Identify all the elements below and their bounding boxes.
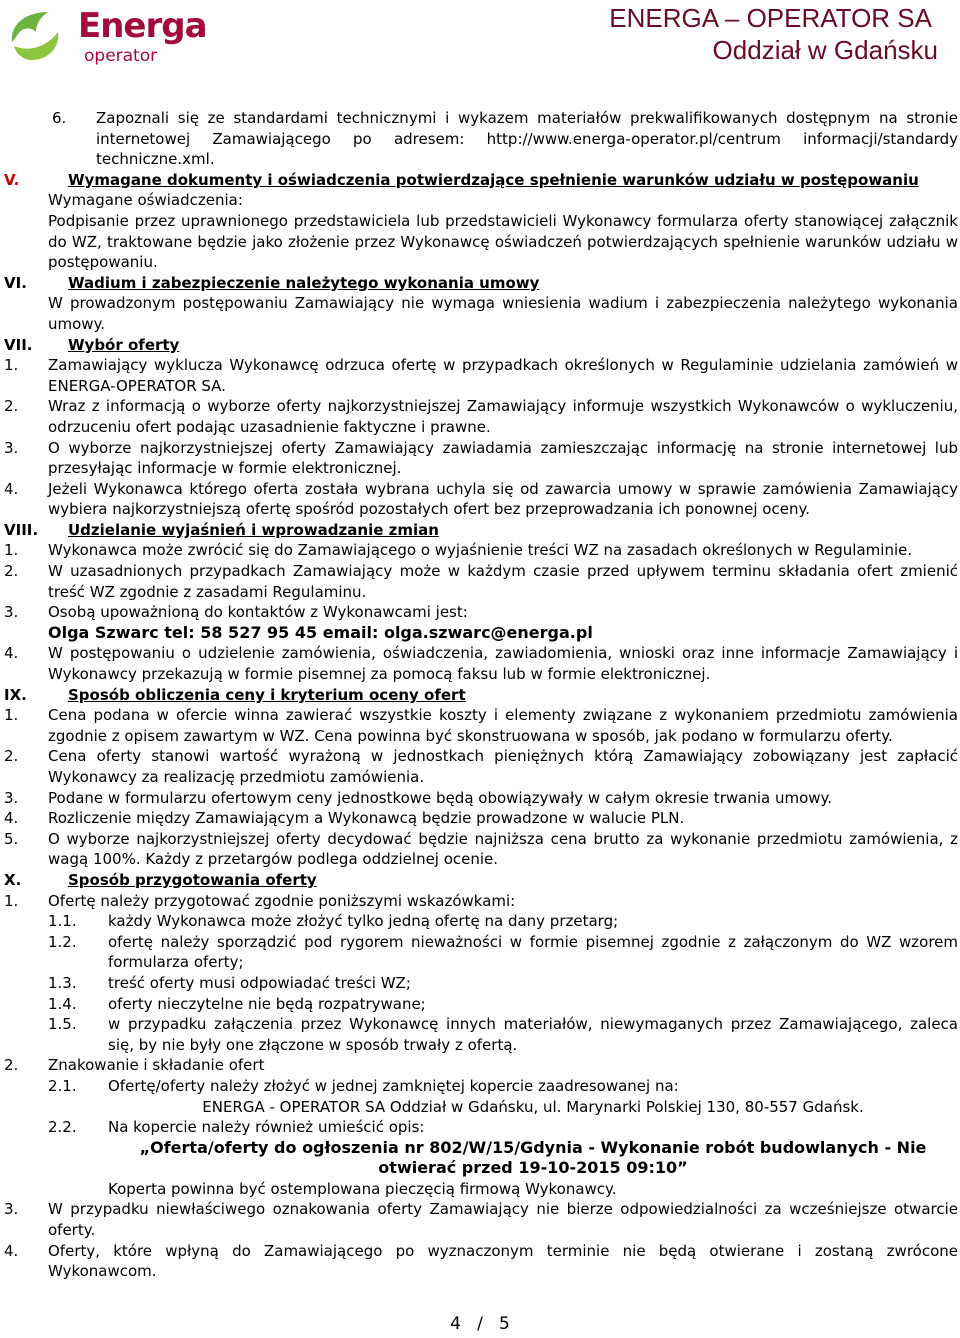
item-text: W przypadku niewłaściwego oznakowania oferty Zamawiający nie bierze odpowiedzialności za wcześniejsze otwarcie oferty.	[48, 1200, 958, 1240]
item-number: 1.	[4, 706, 19, 725]
item-text: O wyborze najkorzystniejszej oferty decydować będzie najniższa cena brutto za wykonanie przedmiotu zamówienia, z wagą 100%. Każdy z przetargów podlega oddzielnej ocenie.	[48, 829, 958, 869]
sub-list-item	[0, 911, 960, 932]
item-number: 4.	[4, 644, 19, 663]
item-number: 4.	[4, 479, 19, 498]
sub-list-item	[0, 994, 960, 1015]
section-number: V.	[4, 170, 20, 189]
list-item	[0, 438, 960, 479]
item-text: Osobą upoważnioną do kontaktów z Wykonawcami jest:	[48, 603, 468, 622]
section-title: Sposób przygotowania oferty	[68, 870, 317, 889]
list-item	[0, 1055, 960, 1076]
section-title: Wadium i zabezpieczenie należytego wykonania umowy	[68, 273, 540, 292]
list-item	[0, 355, 960, 396]
contact-line	[0, 623, 960, 644]
document-body	[0, 108, 960, 1282]
item-text: Wykonawca może zwrócić się do Zamawiającego o wyjaśnienie treści WZ na zasadach określonych w Regulaminie.	[48, 541, 913, 560]
energa-logo	[6, 6, 216, 66]
section-heading-vi	[0, 273, 960, 294]
company-name	[609, 2, 938, 66]
list-item	[0, 891, 960, 912]
section-number: VIII.	[4, 520, 39, 539]
section-title: Wymagane dokumenty i oświadczenia potwierdzające spełnienie warunków udziału w postępowaniu	[68, 170, 919, 189]
sub-list-item	[0, 932, 960, 973]
item-text: Ofertę należy przygotować zgodnie poniższymi wskazówkami:	[48, 891, 516, 910]
list-item	[0, 1199, 960, 1240]
item-text: W uzasadnionych przypadkach Zamawiający może w każdym czasie przed upływem terminu składania ofert zmienić treść WZ zgodnie z zasadami Regulaminu.	[48, 562, 958, 601]
item-text: ofertę należy sporządzić pod rygorem nieważności w formie pisemnej zgodnie z załączonym do WZ wzorem formularza oferty;	[108, 932, 958, 972]
item-text: Na kopercie należy również umieścić opis:	[108, 1118, 425, 1137]
item-number: 3.	[4, 1200, 19, 1219]
list-item	[0, 561, 960, 602]
sub-list-item	[0, 1076, 960, 1097]
section-title: Udzielanie wyjaśnień i wprowadzanie zmian	[68, 520, 439, 539]
item-text: Znakowanie i składanie ofert	[48, 1056, 265, 1075]
company-line-2: Oddział w Gdańsku	[712, 35, 938, 65]
envelope-label	[0, 1138, 960, 1159]
list-item	[0, 808, 960, 829]
section-heading-v	[0, 170, 960, 191]
company-line-1: ENERGA – OPERATOR SA	[609, 3, 932, 33]
list-item	[0, 829, 960, 870]
item-text: Rozliczenie między Zamawiającym a Wykonawcą będzie prowadzone w walucie PLN.	[48, 809, 685, 828]
item-text: Zapoznali się ze standardami technicznymi i wykazem materiałów prekwalifikowanych dostępnym na stronie internetowej Zamawiającego po adresem: http://www.energa-operator.pl/centrum informacji/standardy techniczne.xml.	[96, 109, 958, 169]
envelope-label	[0, 1158, 960, 1179]
section-heading-ix	[0, 685, 960, 706]
item-number: 4.	[4, 809, 19, 828]
paragraph-text: W prowadzonym postępowaniu Zamawiający nie wymaga wniesienia wadium i zabezpieczenia należytego wykonania umowy.	[48, 294, 958, 333]
item-number: 3.	[4, 603, 19, 622]
list-item	[0, 705, 960, 746]
sub-list-item	[0, 973, 960, 994]
item-number: 1.5.	[48, 1015, 77, 1034]
item-number: 4.	[4, 1241, 19, 1260]
delivery-address: ENERGA - OPERATOR SA Oddział w Gdańsku, ul. Marynarki Polskiej 130, 80-557 Gdańsk.	[202, 1097, 864, 1116]
section-number: VII.	[4, 335, 33, 354]
sub-list-item	[0, 1117, 960, 1138]
item-number: 3.	[4, 788, 19, 807]
item-number: 1.3.	[48, 973, 77, 992]
section-number: VI.	[4, 273, 27, 292]
item-text: Cena podana w ofercie winna zawierać wszystkie koszty i elementy związane z wykonaniem przedmiotu zamówienia zgodnie z opisem zawartym w WZ. Cena powinna być skonstruowana w sposób, jak podano w formularzu oferty.	[48, 706, 958, 745]
item-text: O wyborze najkorzystniejszej oferty Zamawiający zawiadamia zamieszczając informację na stronie internetowej lub przesyłając informacje w formie elektronicznej.	[48, 438, 958, 478]
paragraph	[0, 1179, 960, 1200]
item-number: 2.	[4, 562, 19, 581]
list-item	[0, 108, 960, 170]
item-text: treść oferty musi odpowiadać treści WZ;	[108, 973, 411, 992]
section-title: Sposób obliczenia ceny i kryterium oceny ofert	[68, 685, 466, 704]
item-number: 1.2.	[48, 932, 77, 951]
list-item	[0, 788, 960, 809]
item-text: Wraz z informacją o wyborze oferty najkorzystniejszej Zamawiający informuje wszystkich Wykonawców o wykluczeniu, odrzuceniu ofert podając uzasadnienie faktyczne i prawne.	[48, 397, 958, 436]
sub-list-item	[0, 1014, 960, 1055]
section-heading-viii	[0, 520, 960, 541]
logo-subtitle: operator	[84, 46, 158, 66]
item-text: oferty nieczytelne nie będą rozpatrywane;	[108, 994, 426, 1013]
list-item	[0, 746, 960, 787]
item-text: każdy Wykonawca może złożyć tylko jedną ofertę na dany przetarg;	[108, 912, 619, 931]
list-item	[0, 643, 960, 684]
list-item	[0, 602, 960, 623]
item-number: 1.	[4, 541, 19, 560]
item-text: Ofertę/oferty należy złożyć w jednej zamkniętej kopercie zaadresowanej na:	[108, 1076, 679, 1095]
list-item	[0, 540, 960, 561]
paragraph	[0, 293, 960, 334]
section-heading-vii	[0, 335, 960, 356]
section-number: IX.	[4, 685, 27, 704]
item-text: Oferty, które wpłyną do Zamawiającego po wyznaczonym terminie nie będą otwierane i zostaną zwrócone Wykonawcom.	[48, 1241, 958, 1281]
item-number: 2.	[4, 397, 19, 416]
page-header	[0, 0, 960, 72]
section-number: X.	[4, 870, 22, 889]
leaf-logo-icon	[6, 8, 72, 64]
list-item	[0, 479, 960, 520]
list-item	[0, 396, 960, 437]
paragraph	[0, 190, 960, 211]
item-number: 1.	[4, 356, 19, 375]
item-text: Cena oferty stanowi wartość wyrażoną w jednostkach pieniężnych którą Zamawiający zobowiązany jest zapłacić Wykonawcy za realizację przedmiotu zamówienia.	[48, 747, 958, 786]
item-text: Zamawiający wyklucza Wykonawcę odrzuca ofertę w przypadkach określonych w Regulaminie udzielania zamówień w ENERGA-OPERATOR SA.	[48, 356, 958, 395]
section-heading-x	[0, 870, 960, 891]
paragraph-text: Wymagane oświadczenia:	[48, 191, 243, 210]
item-text: Jeżeli Wykonawca którego oferta została wybrana uchyla się od zawarcia umowy w sprawie zamówienia Zamawiający wybiera najkorzystniejszą ofertę spośród pozostałych ofert bez przeprowadzania ich ponownej oceny.	[48, 479, 958, 519]
item-number: 2.	[4, 1056, 19, 1075]
envelope-label-line-2: otwierać przed 19-10-2015 09:10”	[378, 1158, 688, 1178]
item-text: Podane w formularzu ofertowym ceny jednostkowe będą obowiązywały w całym okresie trwania umowy.	[48, 788, 833, 807]
item-text: w przypadku załączenia przez Wykonawcę innych materiałów, niewymaganych przez Zamawiającego, zaleca się, by nie były one złączone w sposób trwały z ofertą.	[108, 1015, 958, 1054]
item-number: 3.	[4, 438, 19, 457]
address-line	[0, 1097, 960, 1118]
stamp-note: Koperta powinna być ostemplowana pieczęcią firmową Wykonawcy.	[108, 1179, 617, 1198]
item-number: 1.	[4, 891, 19, 910]
item-number: 2.	[4, 747, 19, 766]
item-number: 6.	[52, 109, 67, 127]
item-number: 2.1.	[48, 1076, 77, 1095]
item-number: 1.1.	[48, 912, 77, 931]
contact-person: Olga Szwarc tel: 58 527 95 45 email: olga.szwarc@energa.pl	[48, 622, 593, 642]
page-number	[0, 1314, 960, 1334]
list-item	[0, 1241, 960, 1282]
paragraph-text: Podpisanie przez uprawnionego przedstawiciela lub przedstawicieli Wykonawcy formularza oferty stanowiącej załącznik do WZ, traktowane będzie jako złożenie przez Wykonawcę oświadczeń potwierdzających spełnienie warunków udziału w postępowaniu.	[48, 211, 958, 272]
item-number: 2.2.	[48, 1118, 77, 1137]
item-number: 1.4.	[48, 994, 77, 1013]
item-text: W postępowaniu o udzielenie zamówienia, oświadczenia, zawiadomienia, wnioski oraz inne informacje Zamawiający i Wykonawcy przekazują w formie pisemnej za pomocą faksu lub w formie elektronicznej.	[48, 644, 958, 684]
envelope-label-line-1: „Oferta/oferty do ogłoszenia nr 802/W/15/Gdynia - Wykonanie robót budowlanych - Nie	[139, 1137, 927, 1157]
paragraph	[0, 211, 960, 273]
page-indicator: 4 / 5	[450, 1314, 510, 1334]
logo-wordmark: Energa	[78, 6, 207, 46]
item-number: 5.	[4, 829, 19, 848]
section-title: Wybór oferty	[68, 335, 180, 354]
